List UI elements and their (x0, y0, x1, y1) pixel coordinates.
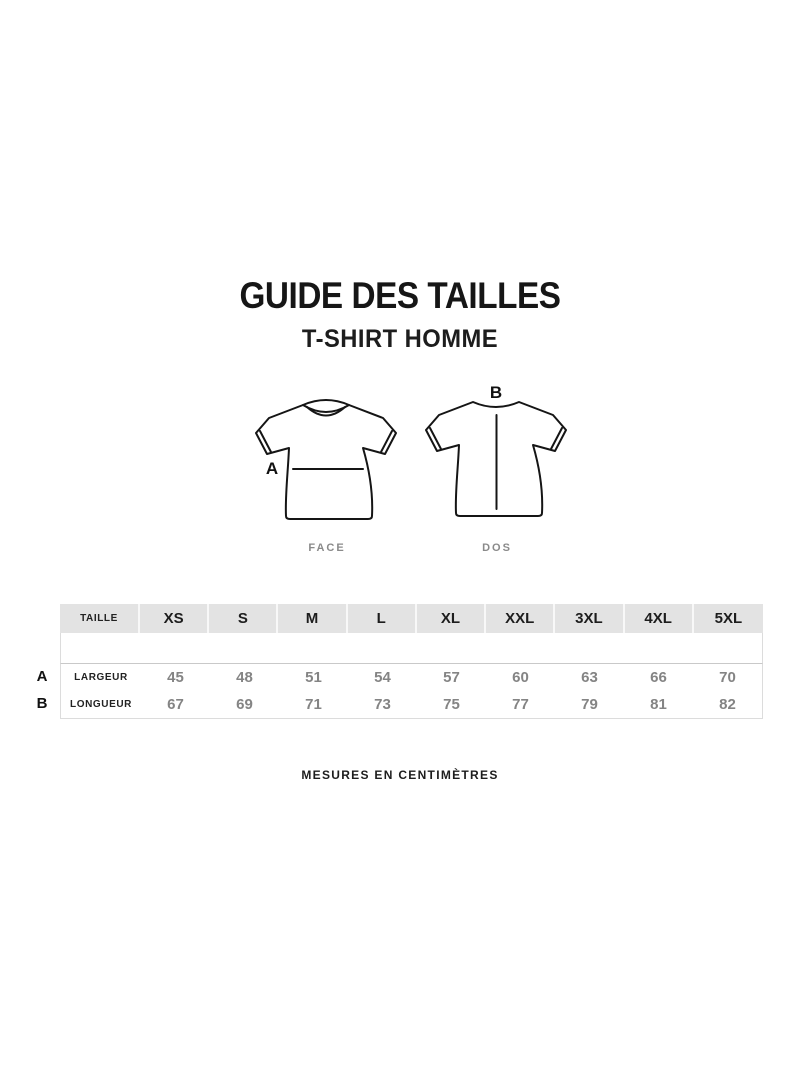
size-table-spacer-row (60, 633, 763, 664)
size-value-cell: 69 (236, 696, 253, 713)
units-footnote: MESURES EN CENTIMÈTRES (301, 768, 499, 782)
page-title: GUIDE DES TAILLES (239, 275, 561, 316)
size-column-header: L (348, 604, 417, 633)
row-key-b: B (36, 695, 48, 712)
back-caption: DOS (482, 542, 512, 554)
table-row-longueur (61, 691, 762, 718)
size-table (60, 604, 763, 719)
size-value-cell: 48 (236, 669, 253, 686)
measure-label-a: A (265, 459, 279, 478)
size-column-header: M (278, 604, 347, 633)
tshirt-back-left-cuff-line (430, 428, 441, 449)
size-value-cell: 60 (512, 669, 529, 686)
size-value-cell: 51 (305, 669, 322, 686)
row-label-longueur: LONGUEUR (69, 699, 133, 710)
size-value-cell: 75 (443, 696, 460, 713)
size-value-cell: 71 (305, 696, 322, 713)
front-caption: FACE (308, 542, 346, 554)
size-column-header: XS (140, 604, 209, 633)
measure-label-b: B (489, 383, 503, 402)
size-value-cell: 73 (374, 696, 391, 713)
size-value-cell: 45 (167, 669, 184, 686)
size-value-cell: 81 (650, 696, 667, 713)
size-value-cell: 54 (374, 669, 391, 686)
size-column-header: XXL (486, 604, 555, 633)
size-value-cell: 70 (719, 669, 736, 686)
page-subtitle: T-SHIRT HOMME (301, 325, 499, 353)
size-value-cell: 77 (512, 696, 529, 713)
row-key-a: A (36, 668, 48, 685)
size-value-cell: 79 (581, 696, 598, 713)
size-column-header: 4XL (625, 604, 694, 633)
tshirt-front-left-cuff-line (260, 431, 271, 452)
tshirt-back-icon (413, 388, 573, 523)
size-column-header: 5XL (714, 610, 743, 627)
tshirt-front-right-cuff-line (381, 431, 392, 452)
size-column-header: S (209, 604, 278, 633)
size-table-header-row (60, 604, 763, 633)
size-value-cell: 82 (719, 696, 736, 713)
size-value-cell: 63 (581, 669, 598, 686)
size-column-header: 3XL (555, 604, 624, 633)
size-value-cell: 57 (443, 669, 460, 686)
table-row-largeur (61, 664, 762, 691)
tshirt-back-right-cuff-line (551, 428, 562, 449)
row-label-largeur: LARGEUR (74, 672, 128, 683)
size-column-header: XL (417, 604, 486, 633)
size-table-body (60, 664, 763, 719)
taille-header-cell: TAILLE (60, 604, 140, 633)
size-value-cell: 66 (650, 669, 667, 686)
size-value-cell: 67 (167, 696, 184, 713)
